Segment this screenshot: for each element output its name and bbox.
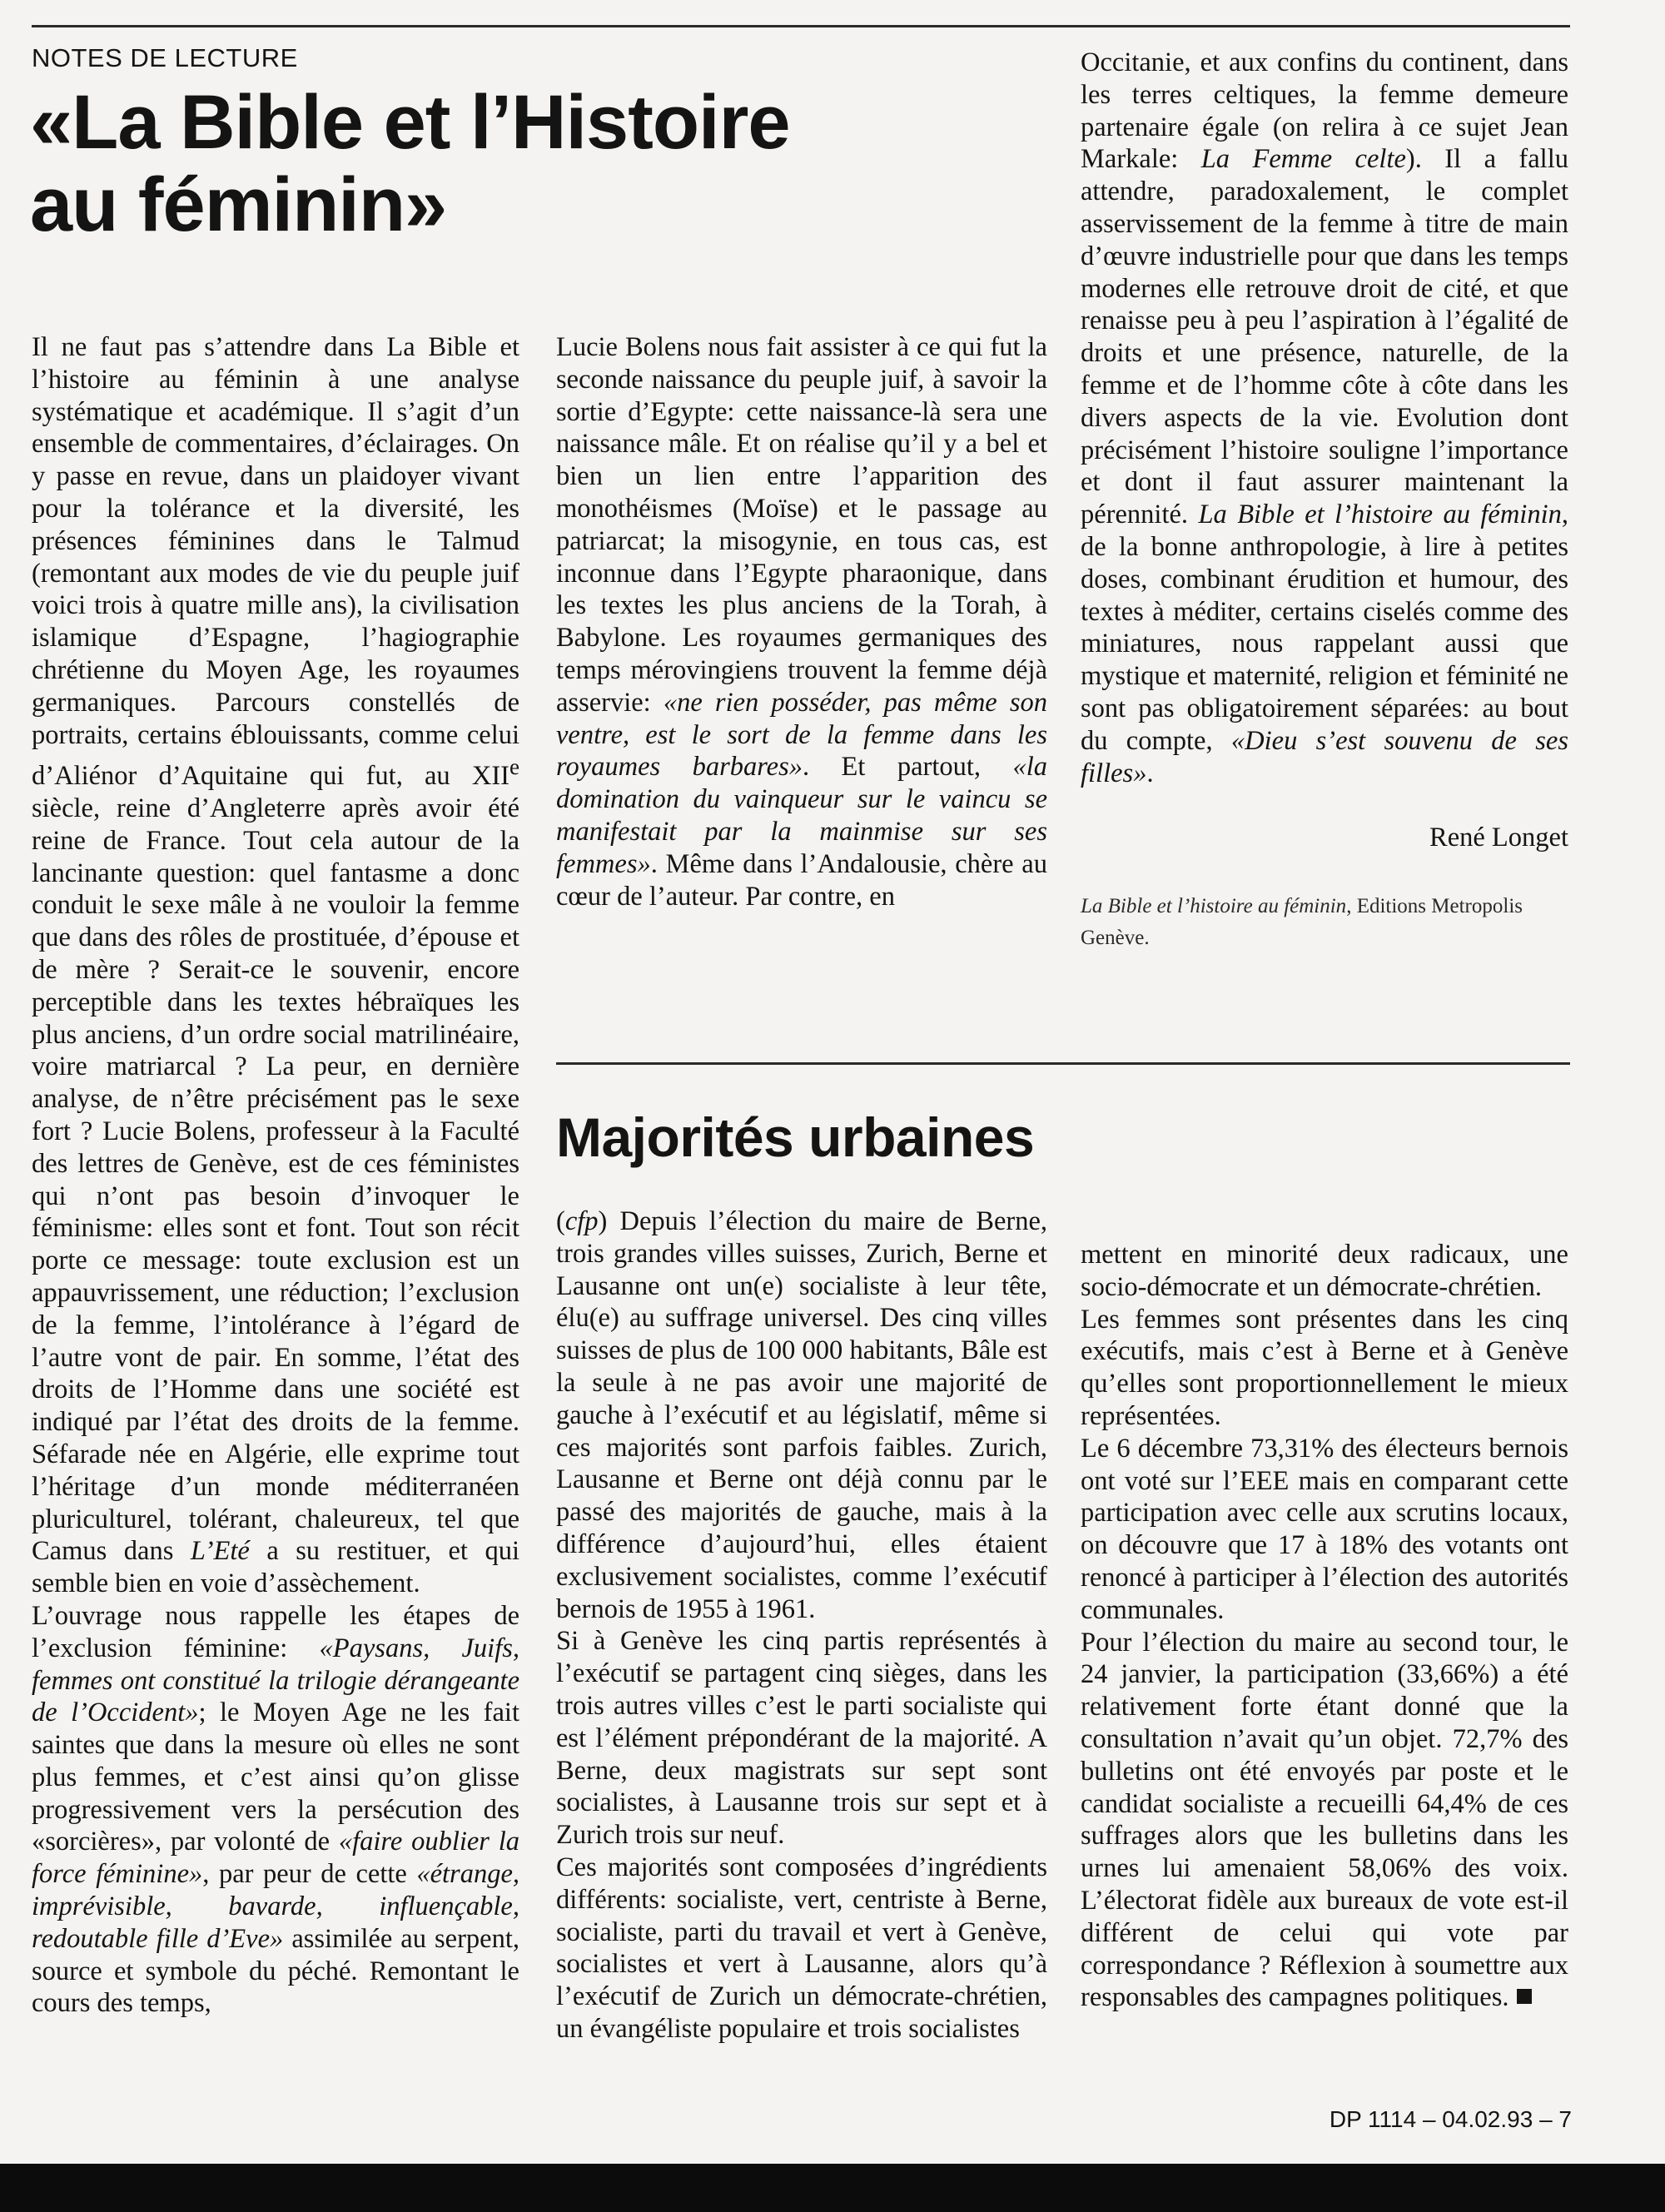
top-rule — [32, 25, 1570, 27]
article2-column-2 — [1081, 1239, 1568, 2014]
paragraph: Si à Genève les cinq partis représentés à l’exécutif se partagent cinq sièges, dans les trois autres villes c’est le parti socialiste qui est l’élément prépondérant de la majorité. A Berne, deux magistrats sur sept sont socialistes, à Lausanne trois sur sept et à Zurich trois sur neuf. — [556, 1626, 1047, 1851]
paragraph: (cfp) Depuis l’élection du maire de Berne, trois grandes villes suisses, Zurich, Berne et Lausanne ont un(e) socialiste à leur tête, élu(e) au suffrage universel. Des cinq villes suisses de plus de 100 000 habitants, Bâle est la seule à ne pas avoir une majorité de gauche à l’exécutif et au législatif, même si ces majorités sont parfois faibles. Zurich, Lausanne et Berne ont déjà connu par le passé des majorités de gauche, mais à la différence d’aujourd’hui, elles étaient exclusivement socialistes, comme l’exécutif bernois de 1955 à 1961. — [556, 1206, 1047, 1624]
source-tag: cfp — [564, 1206, 599, 1236]
article2-headline: Majorités urbaines — [556, 1106, 1035, 1168]
article2-column-1 — [556, 1205, 1047, 2045]
paragraph: Il ne faut pas s’attendre dans La Bible et l’histoire au féminin à une analyse systématique et académique. Il s’agit d’un ensemble de commentaires, d’éclairages. On y passe en revue, dans un plaidoyer vivant pour la tolérance et la diversité, les présences féminines dans le Talmud (remontant aux modes de vie du peuple juif voici trois à quatre mille ans), la civilisation islamique d’Espagne, l’hagiographie chrétienne du Moyen Age, les royaumes germaniques. Parcours constellés de portraits, certains éblouissants, comme celui d’Aliénor d’Aquitaine qui fut, au XIIe siècle, reine d’Angleterre après avoir été reine de France. Tout cela autour de la lancinante question: quel fantasme a donc conduit le sexe mâle à ne vouloir la femme que dans des rôles de prostituée, d’épouse et de mère ? Serait-ce le souvenir, encore perceptible dans les textes hébraïques les plus anciens, d’un ordre social matrilinéaire, voire matriarcal ? La peur, en dernière analyse, de n’être précisément pas le sexe fort ? Lucie Bolens, professeur à la Faculté des lettres de Genève, est de ces féministes qui n’ont pas besoin d’invoquer le féminisme: elles sont et font. Tout son récit porte ce message: toute exclusion est un appauvrissement, une réduction; l’exclusion de la femme, l’intolérance à l’égard de l’autre vont de pair. En somme, l’état des droits de l’Homme dans une société est indiqué par l’état des droits de la femme. Séfarade née en Algérie, elle exprime tout l’héritage d’un monde méditerranéen pluriculturel, tolérant, chaleureux, tel que Camus dans L’Eté a su restituer, et qui semble bien en voie d’assèchement. — [32, 332, 519, 1599]
headline-line1: «La Bible et l’Histoire — [30, 80, 790, 165]
section-rule — [556, 1062, 1570, 1065]
paragraph: mettent en minorité deux radicaux, une socio-démocrate et un démocrate-chrétien. — [1081, 1240, 1568, 1302]
article1-column-2 — [556, 331, 1047, 912]
section-kicker: NOTES DE LECTURE — [32, 43, 298, 72]
book-reference: La Bible et l’histoire au féminin, Editions Metropolis Genève. — [1081, 895, 1523, 949]
page-folio: DP 1114 – 04.02.93 – 7 — [1329, 2106, 1572, 2132]
article1-column-1 — [32, 331, 519, 2020]
paragraph: L’ouvrage nous rappelle les étapes de l’exclusion féminine: «Paysans, Juifs, femmes ont constitué la trilogie dérangeante de l’Occident»; le Moyen Age ne les fait saintes que dans la mesure où elles ne sont plus femmes, et c’est ainsi qu’on glisse progressivement vers la persécution des «sorcières», par volonté de «faire oublier la force féminine», par peur de cette «étrange, imprévisible, bavarde, influençable, redoutable fille d’Eve» assimilée au serpent, source et symbole du péché. Remontant le cours des temps, — [32, 1600, 520, 2019]
author-signature: René Longet — [1429, 823, 1568, 852]
article1-headline — [30, 82, 1012, 247]
paragraph: Occitanie, et aux confins du continent, dans les terres celtiques, la femme demeure partenaire égale (on relira à ce sujet Jean Markale: La Femme celte). Il a fallu attendre, paradoxalement, le complet asservissement de la femme à titre de main d’œuvre industrielle pour que dans les temps modernes elle retrouve droit de cité, et que renaisse peu à peu l’aspiration à l’égalité de droits et une présence, naturelle, de la femme et de l’homme côte à côte dans les divers aspects de la vie. Evolution dont précisément l’histoire souligne l’importance et dont il faut assurer maintenant la pérennité. La Bible et l’histoire au féminin, de la bonne anthropologie, à lire à petites doses, combinant érudition et humour, des textes à méditer, certains ciselés comme des miniatures, nous rappelant aussi que mystique et maternité, religion et féminité ne sont pas obligatoirement séparées: au bout du compte, «Dieu s’est souvenu de ses filles». — [1081, 47, 1568, 788]
paragraph: Pour l’élection du maire au second tour, le 24 janvier, la participation (33,66%) a été relativement forte étant donné que la consultation n’avait qu’un objet. 72,7% des bulletins ont été envoyés par poste et le candidat socialiste a recueilli 64,4% de ces suffrages alors que les bulletins dans les urnes lui amenaient 58,06% des voix. L’électorat fidèle aux bureaux de vote est-il différent de celui qui vote par correspondance ? Réflexion à soumettre aux responsables des campagnes politiques. — [1081, 1627, 1568, 2013]
paragraph: Le 6 décembre 73,31% des électeurs bernois ont voté sur l’EEE mais en comparant cette participation avec celle aux scrutins locaux, on découvre que 17 à 18% des votants ont renoncé à participer à l’élection des autorités communales. — [1081, 1433, 1568, 1625]
headline-line2: au féminin» — [30, 162, 447, 248]
paragraph: Lucie Bolens nous fait assister à ce qui fut la seconde naissance du peuple juif, à savoir la sortie d’Egypte: cette naissance-là sera une naissance mâle. Et on réalise qu’il y a bel et bien un lien entre l’apparition des monothéismes (Moïse) et le passage au patriarcat; la misogynie, en tous cas, est inconnue dans l’Egypte pharaonique, dans les textes les plus anciens de la Torah, à Babylone. Les royaumes germaniques des temps mérovingiens trouvent la femme déjà asservie: «ne rien posséder, pas même son ventre, est le sort de la femme dans les royaumes barbares». Et partout, «la domination du vainqueur sur le vaincu se manifestait par la mainmise sur ses femmes». Même dans l’Andalousie, chère au cœur de l’auteur. Par contre, en — [556, 332, 1048, 912]
paragraph: Les femmes sont présentes dans les cinq exécutifs, mais c’est à Berne et à Genève qu’elles sont proportionnellement le mieux représentées. — [1081, 1304, 1568, 1431]
scan-bottom-edge — [0, 2164, 1665, 2212]
article1-column-3 — [1081, 47, 1568, 789]
end-of-article-square — [1517, 1989, 1532, 2004]
paragraph: Ces majorités sont composées d’ingrédients différents: socialiste, vert, centriste à Berne, socialiste, parti du travail et vert à Genève, socialistes et vert à Lausanne, alors qu’à l’exécutif de Zurich un démocrate-chrétien, un évangéliste populaire et trois socialistes — [556, 1852, 1047, 2044]
